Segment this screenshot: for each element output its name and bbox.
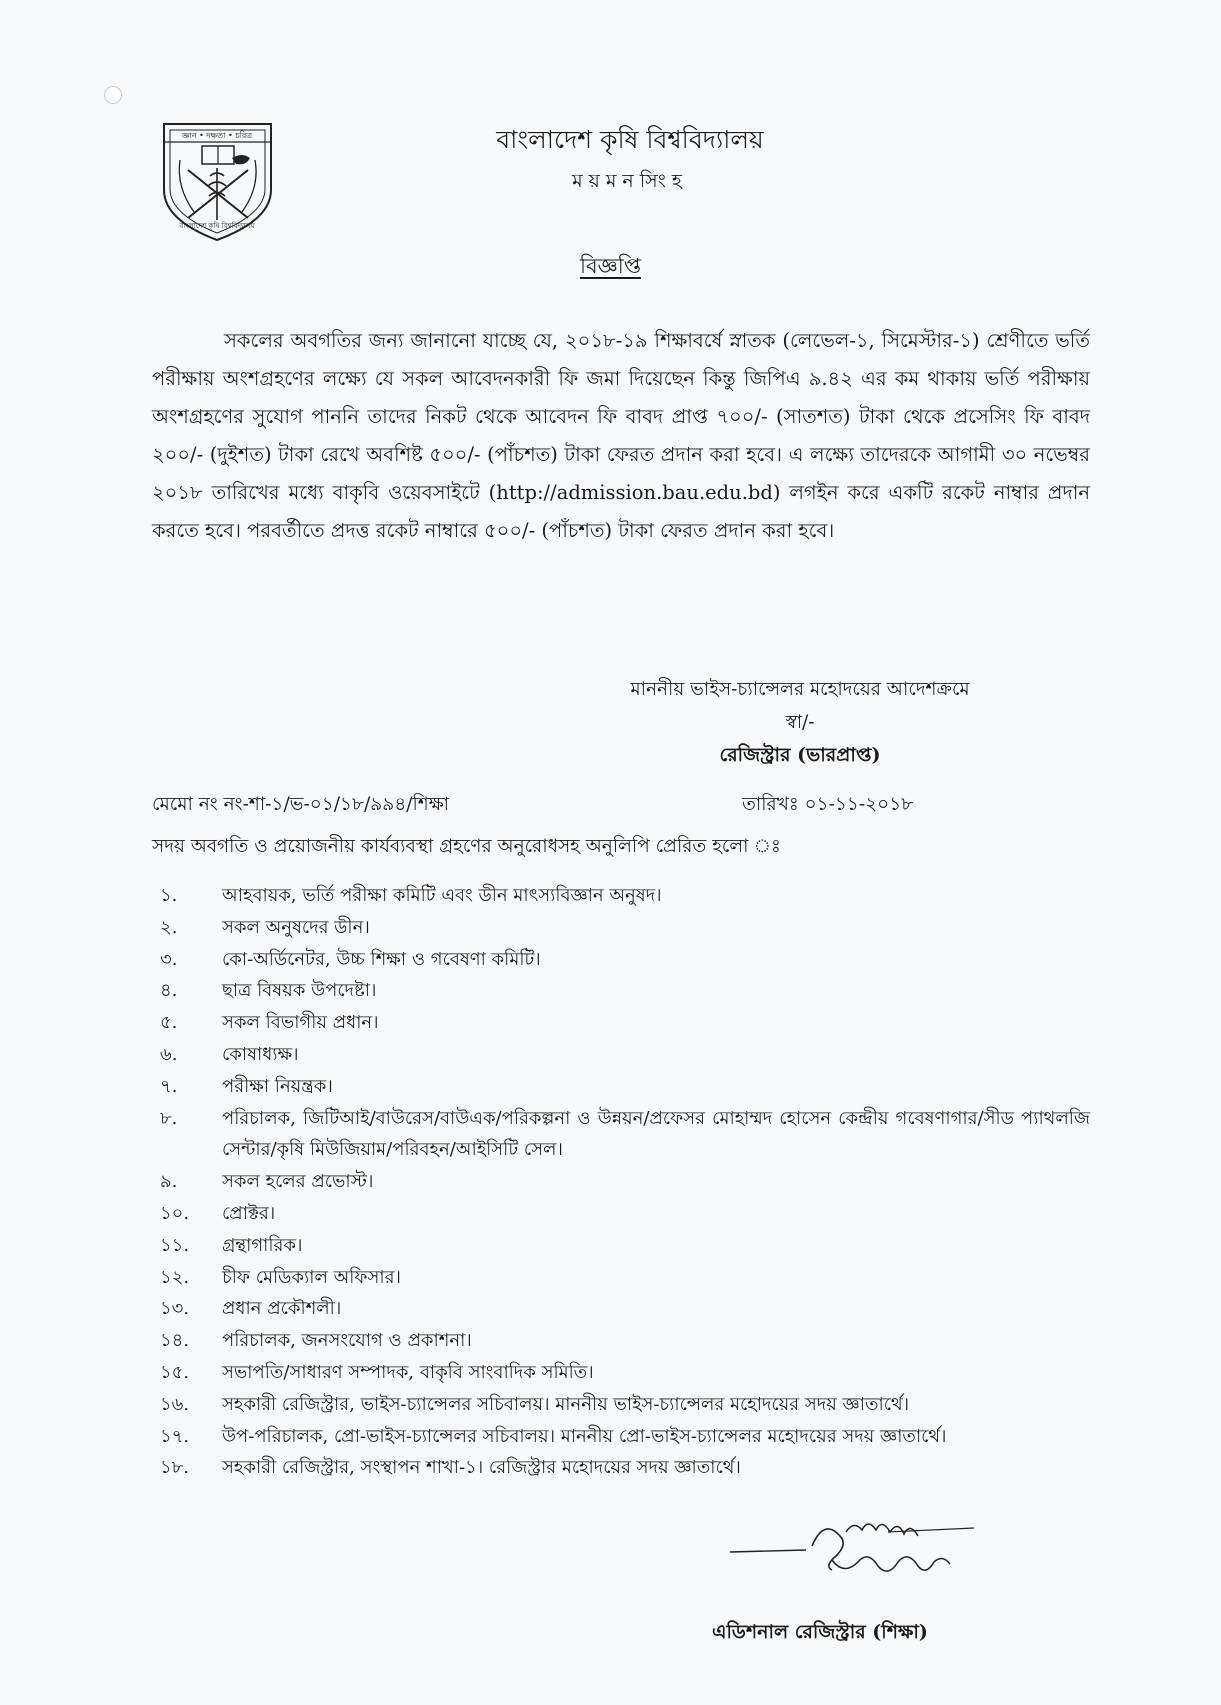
list-item-number: ১৫.: [160, 1361, 190, 1383]
list-item-text: সহকারী রেজিস্ট্রার, সংস্থাপন শাখা-১। রেজিস্ট্রার মহোদয়ের সদয় জ্ঞাতার্থে।: [222, 1457, 741, 1479]
signature-icon: [728, 1510, 998, 1590]
copy-intro: সদয় অবগতি ও প্রয়োজনীয় কার্যব্যবস্থা গ্রহণের অনুরোধসহ অনুলিপি প্রেরিত হলো ঃ: [152, 836, 781, 857]
list-item-number: ১৮.: [160, 1457, 190, 1479]
list-item-text: পরিচালক, জনসংযোগ ও প্রকাশনা।: [222, 1330, 472, 1352]
order-signed: স্বা/-: [785, 712, 815, 733]
list-item: [160, 880, 1090, 912]
notice-title: বিজ্ঞপ্তি: [579, 254, 642, 278]
list-item: [160, 1293, 1090, 1325]
punch-hole: [104, 86, 122, 104]
list-item-text: ছাত্র বিষয়ক উপদেষ্টা।: [222, 980, 377, 1002]
list-item-text: কো-অর্ডিনেটর, উচ্চ শিক্ষা ও গবেষণা কমিটি।: [222, 948, 541, 970]
list-item-text: চীফ মেডিক্যাল অফিসার।: [222, 1266, 401, 1288]
copy-recipient-list: [160, 880, 1090, 1484]
list-item: [160, 1007, 1090, 1039]
list-item-number: ১৪.: [160, 1330, 190, 1352]
list-item-number: ৬.: [160, 1043, 178, 1065]
list-item: [160, 1325, 1090, 1357]
list-item: [160, 912, 1090, 944]
list-item-number: ১.: [160, 885, 178, 906]
list-item-text: সকল হলের প্রভোস্ট।: [222, 1171, 374, 1193]
list-item-number: ৪.: [160, 980, 178, 1002]
list-item-text: পরিচালক, জিটিআই/বাউরেস/বাউএক/পরিকল্পনা ও উন্নয়ন/প্রফেসর মোহাম্মদ হোসেন কেন্দ্রীয় গবেষণাগার/সীড প্যাথলজি সেন্টার/কৃষি মিউজিয়াম/পরিবহন/আইসিটি সেল।: [222, 1107, 1090, 1161]
list-item-text: পরীক্ষা নিয়ন্ত্রক।: [222, 1075, 333, 1097]
registrar-title: রেজিস্ট্রার (ভারপ্রাপ্ত): [719, 744, 881, 766]
list-item-text: উপ-পরিচালক, প্রো-ভাইস-চ্যান্সেলর সচিবালয়। মাননীয় প্রো-ভাইস-চ্যান্সেলর মহোদয়ের সদয় জ্ঞাতার্থে।: [222, 1425, 947, 1447]
list-item-text: গ্রন্থাগারিক।: [222, 1234, 303, 1256]
list-item: [160, 1039, 1090, 1071]
list-item: [160, 1071, 1090, 1103]
list-item: [160, 1452, 1090, 1484]
list-item: [160, 975, 1090, 1007]
order-line: মাননীয় ভাইস-চ্যান্সেলর মহোদয়ের আদেশক্রমে: [630, 679, 970, 700]
list-item: [160, 1198, 1090, 1230]
list-item-text: সকল অনুষদের ডীন।: [222, 916, 370, 938]
list-item: [160, 1166, 1090, 1198]
list-item: [160, 1262, 1090, 1294]
list-item: [160, 944, 1090, 976]
notice-title-container: [0, 250, 1221, 285]
university-name: বাংলাদেশ কৃষি বিশ্ববিদ্যালয়: [496, 125, 764, 154]
list-item-number: ৭.: [160, 1075, 178, 1097]
list-item-text: সকল বিভাগীয় প্রধান।: [222, 1012, 379, 1034]
list-item-text: কোষাধ্যক্ষ।: [222, 1043, 299, 1065]
list-item-number: ৮.: [160, 1107, 178, 1129]
notice-body: [152, 322, 1090, 550]
list-item: [160, 1103, 1090, 1167]
memo-date: তারিখঃ ০১-১১-২০১৮: [742, 794, 914, 815]
list-item-number: ১০.: [160, 1202, 190, 1224]
list-item-number: ৫.: [160, 1012, 178, 1034]
list-item-number: ৩.: [160, 948, 178, 970]
list-item-text: সহকারী রেজিস্ট্রার, ভাইস-চ্যান্সেলর সচিবালয়। মাননীয় ভাইস-চ্যান্সেলর মহোদয়ের সদয় জ্ঞাতার্থে।: [222, 1393, 910, 1415]
list-item: [160, 1421, 1090, 1453]
seal-caption: বাংলাদেশ কৃষি বিশ্ববিদ্যালয়: [179, 222, 255, 230]
memo-number: মেমো নং নং-শা-১/ভ-০১/১৮/৯৯৪/শিক্ষা: [152, 794, 450, 815]
list-item: [160, 1357, 1090, 1389]
list-item-number: ৯.: [160, 1171, 178, 1193]
list-item-text: সভাপতি/সাধারণ সম্পাদক, বাকৃবি সাংবাদিক সমিতি।: [222, 1361, 594, 1383]
list-item-text: প্রোক্টর।: [222, 1202, 276, 1224]
university-city: ময়মনসিংহ: [572, 170, 688, 192]
list-item-number: ১৭.: [160, 1425, 190, 1447]
list-item-text: আহবায়ক, ভর্তি পরীক্ষা কমিটি এবং ডীন মাৎস্যবিজ্ঞান অনুষদ।: [222, 885, 662, 906]
list-item-text: প্রধান প্রকৌশলী।: [222, 1298, 342, 1320]
list-item-number: ১২.: [160, 1266, 190, 1288]
list-item: [160, 1389, 1090, 1421]
seal-motto: জ্ঞান • দক্ষতা • চরিত্র: [181, 131, 253, 140]
list-item-number: ১৬.: [160, 1393, 190, 1415]
signatory-title: এডিশনাল রেজিস্ট্রার (শিক্ষা): [712, 1621, 928, 1643]
university-seal-icon: [150, 112, 285, 247]
notice-paragraph: সকলের অবগতির জন্য জানানো যাচ্ছে যে, ২০১৮-১৯ শিক্ষাবর্ষে স্নাতক (লেভেল-১, সিমেস্টার-১) শ্রেণীতে ভর্তি পরীক্ষায় অংশগ্রহণের লক্ষ্যে যে সকল আবেদনকারী ফি জমা দিয়েছেন কিন্তু জিপিএ ৯.৪২ এর কম থাকায় ভর্তি পরীক্ষায় অংশগ্রহণের সুযোগ পাননি তাদের নিকট থেকে আবেদন ফি বাবদ প্রাপ্ত ৭০০/- (সাতশত) টাকা থেকে প্রসেসিং ফি বাবদ ২০০/- (দুইশত) টাকা রেখে অবশিষ্ট ৫০০/- (পাঁচশত) টাকা ফেরত প্রদান করা হবে। এ লক্ষ্যে তাদেরকে আগামী ৩০ নভেম্বর ২০১৮ তারিখের মধ্যে বাকৃবি ওয়েবসাইটে (http://admission.bau.edu.bd) লগইন করে একটি রকেট নাম্বার প্রদান করতে হবে। পরবর্তীতে প্রদত্ত রকেট নাম্বারে ৫০০/- (পাঁচশত) টাকা ফেরত প্রদান করা হবে।: [152, 329, 1090, 542]
list-item-number: ১১.: [160, 1234, 190, 1256]
order-block: [520, 673, 1080, 772]
list-item-number: ২.: [160, 916, 178, 938]
letterhead: [460, 120, 800, 199]
list-item: [160, 1230, 1090, 1262]
list-item-number: ১৩.: [160, 1298, 190, 1320]
